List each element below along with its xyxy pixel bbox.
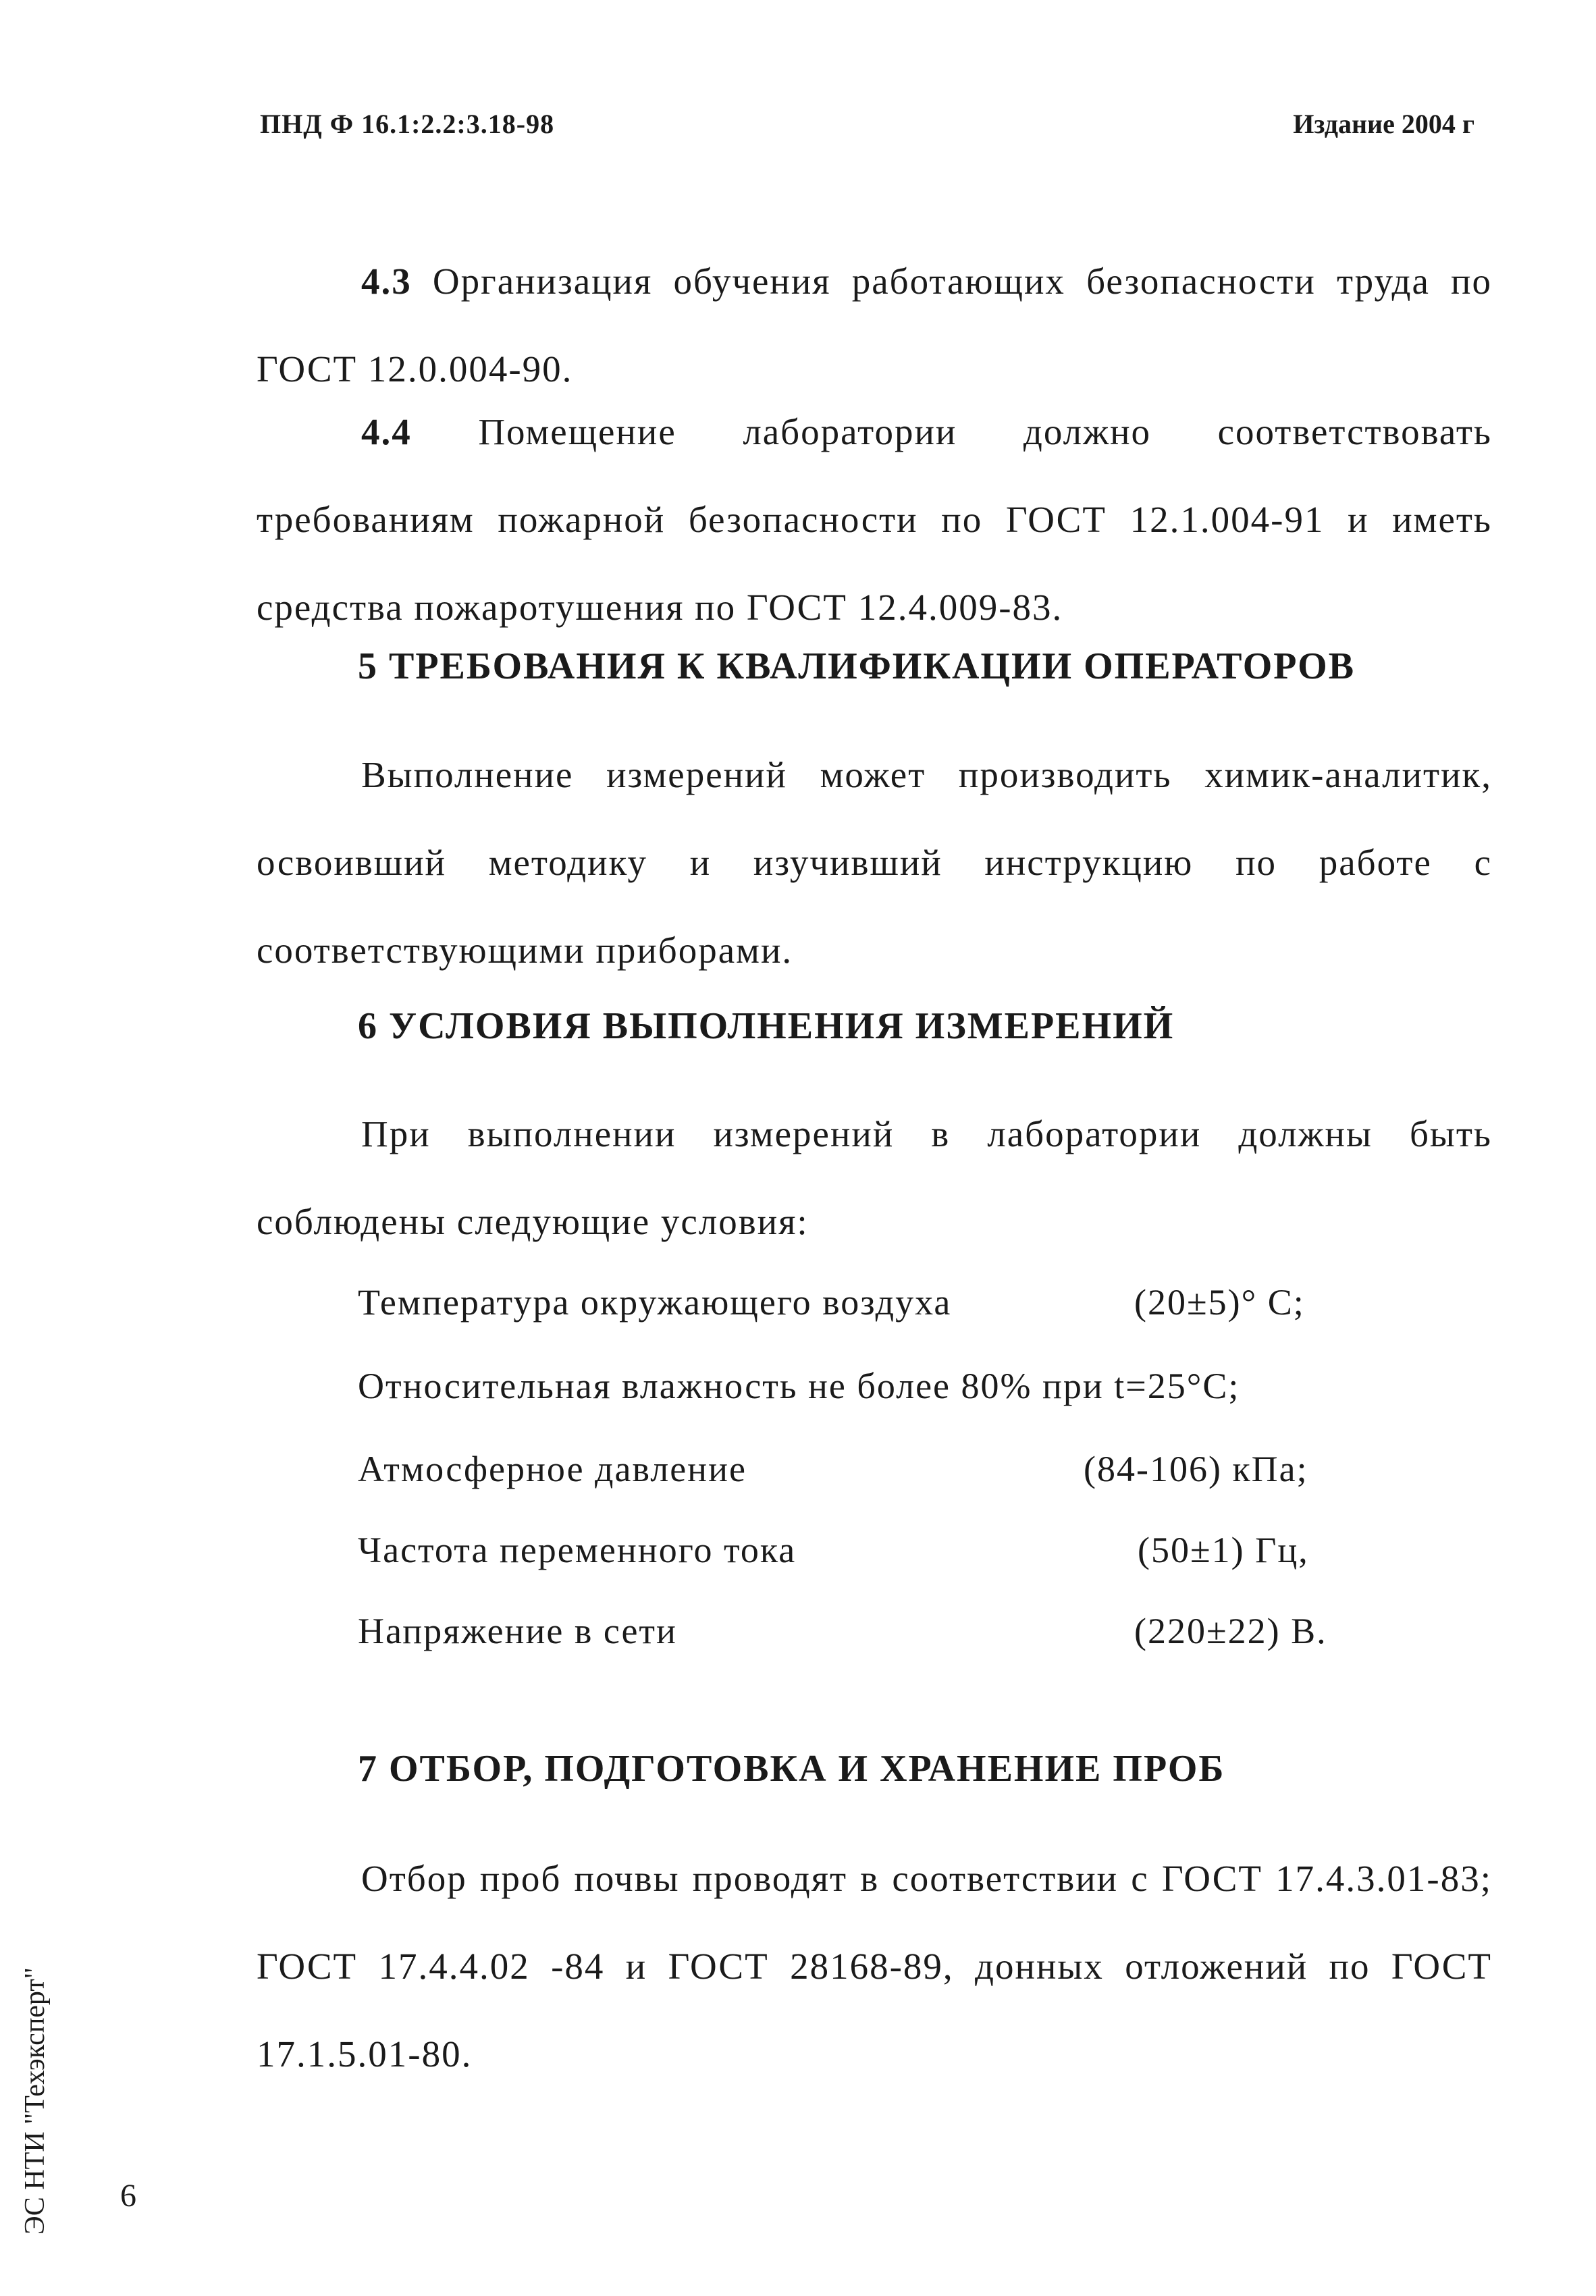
section-5-heading: 5 ТРЕБОВАНИЯ К КВАЛИФИКАЦИИ ОПЕРАТОРОВ — [358, 645, 1356, 687]
section-6-body — [257, 1090, 1492, 1266]
section-6-heading: 6 УСЛОВИЯ ВЫПОЛНЕНИЯ ИЗМЕРЕНИЙ — [358, 1005, 1175, 1047]
section-5-paragraph: Выполнение измерений может производить химик-аналитик, освоивший методику и изучивший инструкцию по работе с соответствующими приборами. — [257, 754, 1492, 971]
section-4-body — [257, 238, 1492, 413]
paragraph-text: Организация обучения работающих безопасности труда по ГОСТ 12.0.004-90. — [257, 261, 1492, 390]
paragraph-text: Помещение лаборатории должно соответствовать требованиям пожарной безопасности по ГОСТ 12.1.004-91 и иметь средства пожаротушения по ГОСТ 12.4.009-83. — [257, 411, 1492, 628]
condition-temperature-label: Температура окружающего воздуха — [358, 1282, 952, 1323]
condition-voltage-value: (220±22) В. — [1134, 1611, 1327, 1651]
section-7-heading: 7 ОТБОР, ПОДГОТОВКА И ХРАНЕНИЕ ПРОБ — [358, 1748, 1225, 1790]
edition-label: Издание 2004 г — [1293, 109, 1474, 139]
condition-frequency-value: (50±1) Гц, — [1138, 1530, 1309, 1570]
condition-temperature-value: (20±5)° С; — [1134, 1282, 1305, 1323]
condition-frequency-label: Частота переменного тока — [358, 1530, 797, 1570]
section-4-body-2 — [257, 388, 1492, 651]
paragraph-number: 4.3 — [361, 261, 412, 302]
paragraph-4-4 — [257, 388, 1492, 651]
section-7-body — [257, 1835, 1492, 2098]
section-7-paragraph: Отбор проб почвы проводят в соответствии с ГОСТ 17.4.3.01-83; ГОСТ 17.4.4.02 -84 и ГОСТ 28168-89, донных отложений по ГОСТ 17.1.5.01-80. — [257, 1858, 1492, 2075]
section-6-intro: При выполнении измерений в лаборатории должны быть соблюдены следующие условия: — [257, 1113, 1492, 1242]
document-code: ПНД Ф 16.1:2.2:3.18-98 — [260, 109, 555, 139]
condition-pressure-value: (84-106) кПа; — [1084, 1449, 1308, 1489]
publisher-watermark: ЭС НТИ "Техэксперт" — [20, 1967, 51, 2235]
condition-pressure-label: Атмосферное давление — [358, 1449, 747, 1489]
condition-voltage-label: Напряжение в сети — [358, 1611, 677, 1651]
section-5-body — [257, 731, 1492, 994]
condition-humidity-label: Относительная влажность не более 80% при t=25°С; — [358, 1366, 1240, 1406]
paragraph-number: 4.4 — [361, 411, 412, 452]
paragraph-4-3 — [257, 238, 1492, 413]
page-number: 6 — [120, 2178, 136, 2214]
